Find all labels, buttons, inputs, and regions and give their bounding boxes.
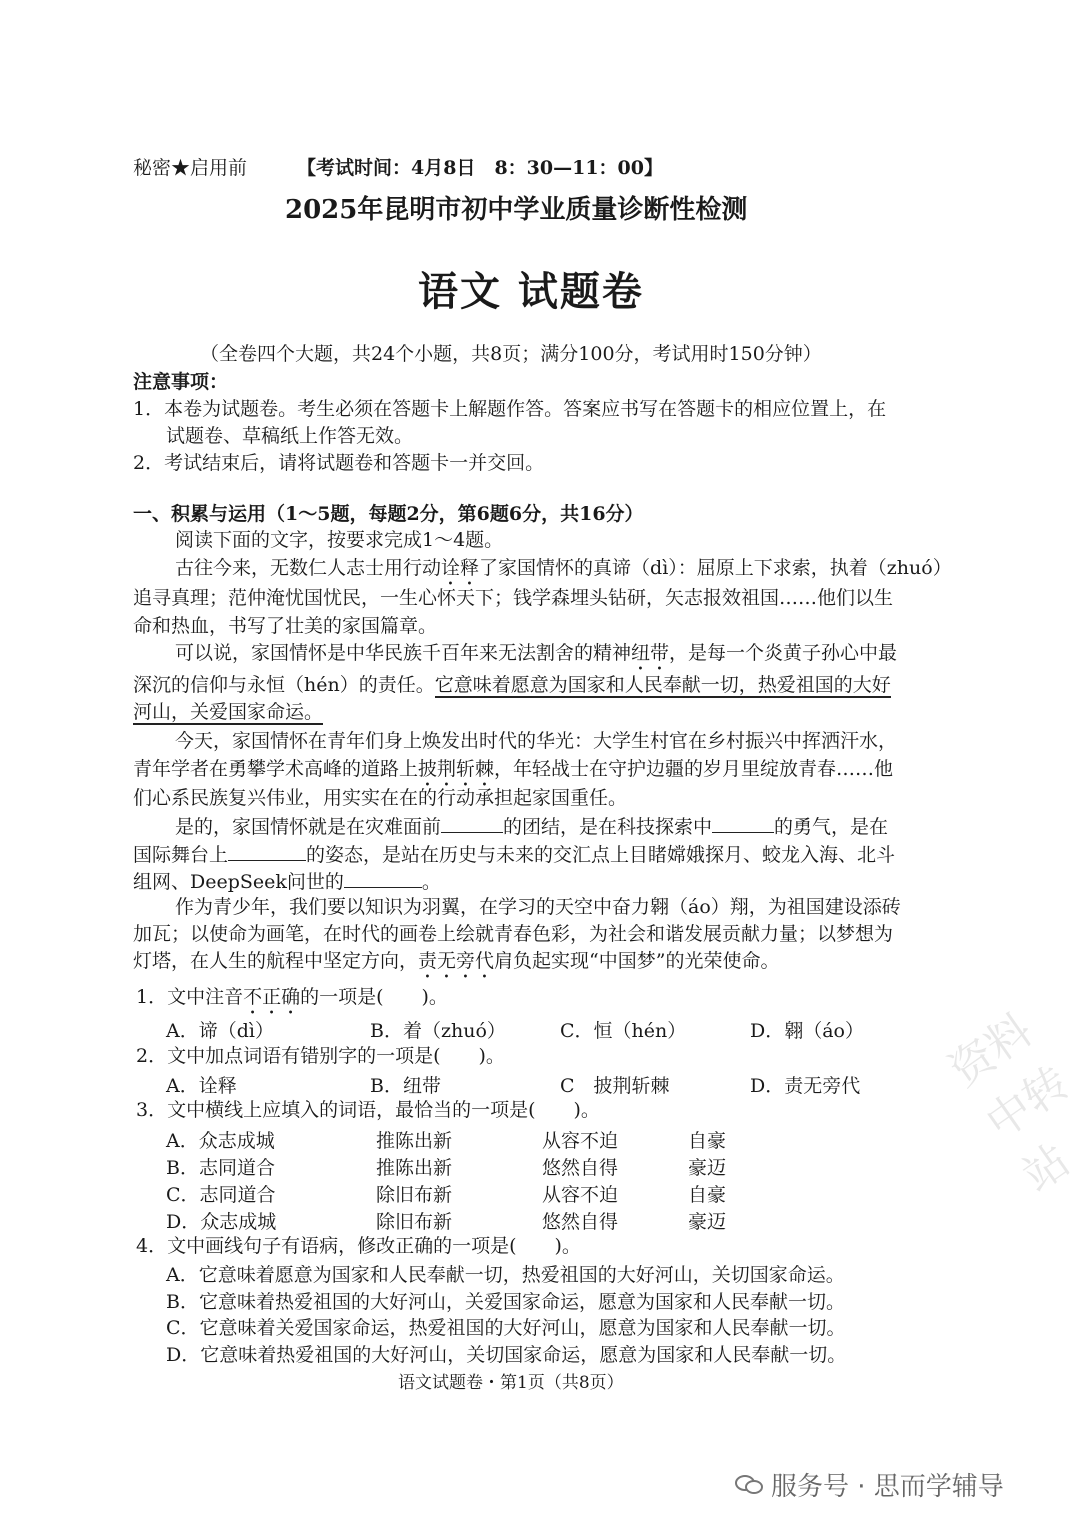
question-2-stem: 2．文中加点词语有错别字的一项是( )。 bbox=[136, 1045, 505, 1067]
question-4-stem: 4．文中画线句子有语病，修改正确的一项是( )。 bbox=[136, 1235, 581, 1257]
passage-line: 可以说，家国情怀是中华民族千百年来无法割舍的精神纽带，是每一个炎黄子孙心中最 bbox=[175, 642, 898, 664]
note-item-1: 1．本卷为试题卷。考生必须在答题卡上解题作答。答案应书写在答题卡的相应位置上，在 bbox=[133, 398, 887, 420]
underlined-sentence: 它意味着愿意为国家和人民奉献一切，热爱祖国的大好 bbox=[434, 674, 891, 696]
q4-option-c[interactable]: C．它意味着关爱国家命运，热爱祖国的大好河山，愿意为国家和人民奉献一切。 bbox=[166, 1317, 846, 1339]
brand-text: 服务号 · 思而学辅导 bbox=[771, 1472, 1004, 1502]
q3-option-c-word: 除旧布新 bbox=[376, 1184, 453, 1206]
q3-option-c-word: 自豪 bbox=[688, 1184, 727, 1206]
passage-line: 国际舞台上 的姿态，是站在历史与未来的交汇点上目睹嫦娥探月、蛟龙入海、北斗 bbox=[133, 844, 896, 866]
note-item-1-cont: 试题卷、草稿纸上作答无效。 bbox=[166, 425, 414, 447]
brand-watermark bbox=[735, 1466, 1004, 1503]
dotted-word: 纽带 bbox=[631, 642, 670, 664]
passage-line: 青年学者在勇攀学术高峰的道路上披荆斩棘，年轻战士在守护边疆的岁月里绽放青春……他 bbox=[133, 758, 894, 780]
exam-time: 【考试时间：4月8日 8：30—11：00】 bbox=[297, 157, 663, 179]
dotted-word: 不正确 bbox=[243, 986, 301, 1008]
page-footer: 语文试题卷・第1页（共8页） bbox=[398, 1373, 624, 1393]
q2-option-b[interactable]: B．纽带 bbox=[370, 1075, 441, 1097]
passage-line: 作为青少年，我们要以知识为羽翼，在学习的天空中奋力翱（áo）翔，为祖国建设添砖 bbox=[175, 896, 901, 918]
q3-option-a-word: 自豪 bbox=[688, 1130, 727, 1152]
q3-option-c-word: 从容不迫 bbox=[542, 1184, 619, 1206]
passage-line: 古往今来，无数仁人志士用行动诠释了家国情怀的真谛（dì）：屈原上下求索，执着（zhuó） bbox=[175, 557, 952, 579]
page-title: 语文 试题卷 bbox=[418, 268, 644, 315]
q3-option-a[interactable]: A．众志成城 bbox=[166, 1130, 275, 1152]
q1-option-d[interactable]: D．翱（áo） bbox=[750, 1020, 865, 1042]
q3-option-a-word: 推陈出新 bbox=[376, 1130, 453, 1152]
section-instruction: 阅读下面的文字，按要求完成1～4题。 bbox=[175, 529, 504, 551]
q2-option-c[interactable]: C 披荆斩棘 bbox=[560, 1075, 670, 1097]
fill-blank[interactable] bbox=[344, 869, 422, 888]
q1-option-c[interactable]: C．恒（hén） bbox=[560, 1020, 687, 1042]
q3-option-a-word: 从容不迫 bbox=[542, 1130, 619, 1152]
q2-option-d[interactable]: D．责无旁代 bbox=[750, 1075, 861, 1097]
fill-blank[interactable] bbox=[441, 814, 503, 833]
q3-option-d-word: 豪迈 bbox=[688, 1211, 727, 1233]
secret-label: 秘密★启用前 bbox=[133, 157, 248, 179]
question-1-stem: 1．文中注音不正确的一项是( )。 bbox=[136, 986, 448, 1008]
background-watermark: 资料中转站 bbox=[940, 1004, 1080, 1202]
dotted-word: 责无旁代 bbox=[418, 950, 495, 972]
fill-blank[interactable] bbox=[712, 814, 774, 833]
passage-line: 加瓦；以使命为画笔，在时代的画卷上绘就青春色彩，为社会和谐发展贡献力量；以梦想为 bbox=[133, 923, 894, 945]
section-heading: 一、积累与运用（1～5题，每题2分，第6题6分，共16分） bbox=[133, 503, 644, 525]
main-title: 2025年昆明市初中学业质量诊断性检测 bbox=[285, 195, 748, 225]
q3-option-b-word: 推陈出新 bbox=[376, 1157, 453, 1179]
passage-line: 追寻真理；范仲淹忧国忧民，一生心怀天下；钱学森埋头钻研，矢志报效祖国……他们以生 bbox=[133, 587, 894, 609]
exam-scope: （全卷四个大题，共24个小题，共8页；满分100分，考试用时150分钟） bbox=[200, 343, 822, 365]
q4-option-b[interactable]: B．它意味着热爱祖国的大好河山，关爱国家命运，愿意为国家和人民奉献一切。 bbox=[166, 1291, 845, 1313]
fill-blank[interactable] bbox=[228, 842, 306, 861]
question-3-stem: 3．文中横线上应填入的词语，最恰当的一项是( )。 bbox=[136, 1099, 600, 1121]
passage-line: 今天，家国情怀在青年们身上焕发出时代的华光：大学生村官在乡村振兴中挥洒汗水， bbox=[175, 730, 898, 752]
notes-heading: 注意事项： bbox=[133, 371, 229, 393]
q4-option-d[interactable]: D．它意味着热爱祖国的大好河山，关切国家命运，愿意为国家和人民奉献一切。 bbox=[166, 1344, 847, 1366]
q3-option-b[interactable]: B．志同道合 bbox=[166, 1157, 275, 1179]
dotted-word: 披荆斩棘 bbox=[418, 758, 495, 780]
q3-option-b-word: 豪迈 bbox=[688, 1157, 727, 1179]
passage-line: 深沉的信仰与永恒（hén）的责任。它意味着愿意为国家和人民奉献一切，热爱祖国的大好 bbox=[133, 674, 891, 696]
q3-option-c[interactable]: C．志同道合 bbox=[166, 1184, 276, 1206]
passage-line: 命和热血，书写了壮美的家国篇章。 bbox=[133, 615, 438, 637]
q1-option-a[interactable]: A．谛（dì） bbox=[166, 1020, 274, 1042]
q3-option-b-word: 悠然自得 bbox=[542, 1157, 619, 1179]
note-item-2: 2．考试结束后，请将试题卷和答题卡一并交回。 bbox=[133, 452, 545, 474]
passage-line: 组网、DeepSeek问世的 。 bbox=[133, 871, 441, 893]
q3-option-d-word: 悠然自得 bbox=[542, 1211, 619, 1233]
q4-option-a[interactable]: A．它意味着愿意为国家和人民奉献一切，热爱祖国的大好河山，关切国家命运。 bbox=[166, 1264, 845, 1286]
passage-line: 们心系民族复兴伟业，用实实在在的行动承担起家国重任。 bbox=[133, 787, 628, 809]
passage-line: 是的，家国情怀就是在灾难面前 的团结，是在科技探索中 的勇气，是在 bbox=[175, 816, 889, 838]
chat-bubble-icon bbox=[735, 1474, 763, 1496]
passage-line bbox=[133, 700, 323, 724]
q2-option-a[interactable]: A．诠释 bbox=[166, 1075, 237, 1097]
q3-option-d-word: 除旧布新 bbox=[376, 1211, 453, 1233]
q1-option-b[interactable]: B．着（zhuó） bbox=[370, 1020, 506, 1042]
dotted-word: 诠释 bbox=[441, 557, 480, 579]
passage-line: 灯塔，在人生的航程中坚定方向，责无旁代肩负起实现“中国梦”的光荣使命。 bbox=[133, 950, 780, 972]
q3-option-d[interactable]: D．众志成城 bbox=[166, 1211, 277, 1233]
underlined-sentence: 河山，关爱国家命运。 bbox=[133, 701, 324, 723]
